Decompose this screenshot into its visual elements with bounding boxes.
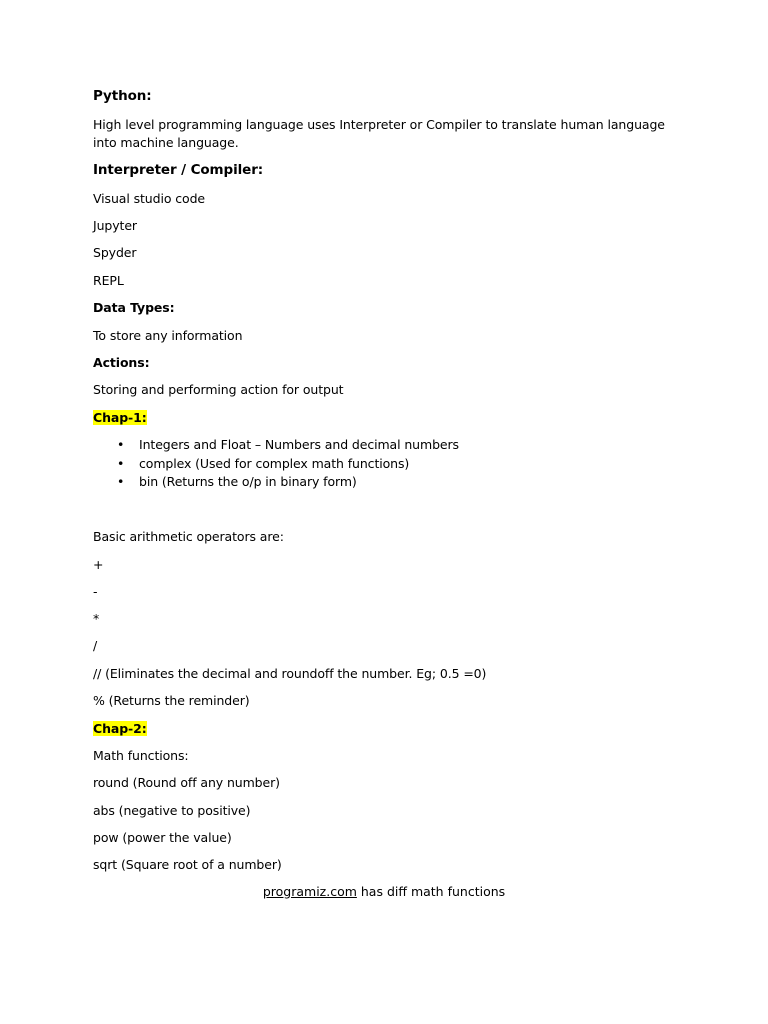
bullet-icon: • (117, 474, 125, 489)
list-item (93, 455, 459, 474)
operator-item: % (Returns the reminder) (93, 693, 250, 708)
math-item: abs (negative to positive) (93, 803, 251, 818)
python-description: High level programming language uses Interpreter or Compiler to translate human language into machine language. (93, 117, 665, 150)
chap1-bullet-list (93, 436, 459, 492)
bullet-icon: • (117, 455, 125, 471)
operator-item: + (93, 557, 104, 572)
interpreter-heading: Interpreter / Compiler: (93, 162, 264, 178)
datatypes-heading: Data Types: (93, 300, 175, 315)
tool-item: Visual studio code (93, 191, 206, 206)
operator-item: / (93, 638, 98, 653)
actions-description: Storing and performing action for output (93, 382, 344, 397)
bullet-icon: • (117, 437, 125, 452)
list-item (93, 473, 459, 492)
operators-intro: Basic arithmetic operators are: (93, 529, 284, 544)
footer-note (0, 883, 768, 900)
math-heading: Math functions: (93, 748, 189, 763)
footer-note-text: has diff math functions (356, 884, 506, 899)
tool-item: Jupyter (93, 218, 137, 233)
operator-item: - (93, 584, 98, 599)
operator-item: * (93, 611, 100, 626)
math-item: sqrt (Square root of a number) (93, 857, 282, 872)
datatypes-description: To store any information (93, 328, 243, 343)
programiz-link[interactable]: programiz.com (262, 884, 357, 899)
actions-heading: Actions: (93, 355, 150, 370)
bullet-text: Integers and Float – Numbers and decimal numbers (139, 437, 459, 452)
tool-item: Spyder (93, 245, 137, 260)
chap1-highlight: Chap-1: (93, 410, 147, 425)
tool-item: REPL (93, 273, 124, 288)
chap2-highlight: Chap-2: (93, 721, 147, 736)
bullet-text: complex (Used for complex math functions) (139, 455, 410, 471)
python-heading: Python: (93, 88, 152, 104)
chap1-heading (93, 409, 147, 426)
operator-item: // (Eliminates the decimal and roundoff the number. Eg; 0.5 =0) (93, 666, 487, 681)
bullet-text: bin (Returns the o/p in binary form) (139, 474, 357, 489)
list-item (93, 436, 459, 455)
chap2-heading (93, 720, 147, 737)
math-item: pow (power the value) (93, 830, 232, 845)
math-item: round (Round off any number) (93, 775, 280, 790)
